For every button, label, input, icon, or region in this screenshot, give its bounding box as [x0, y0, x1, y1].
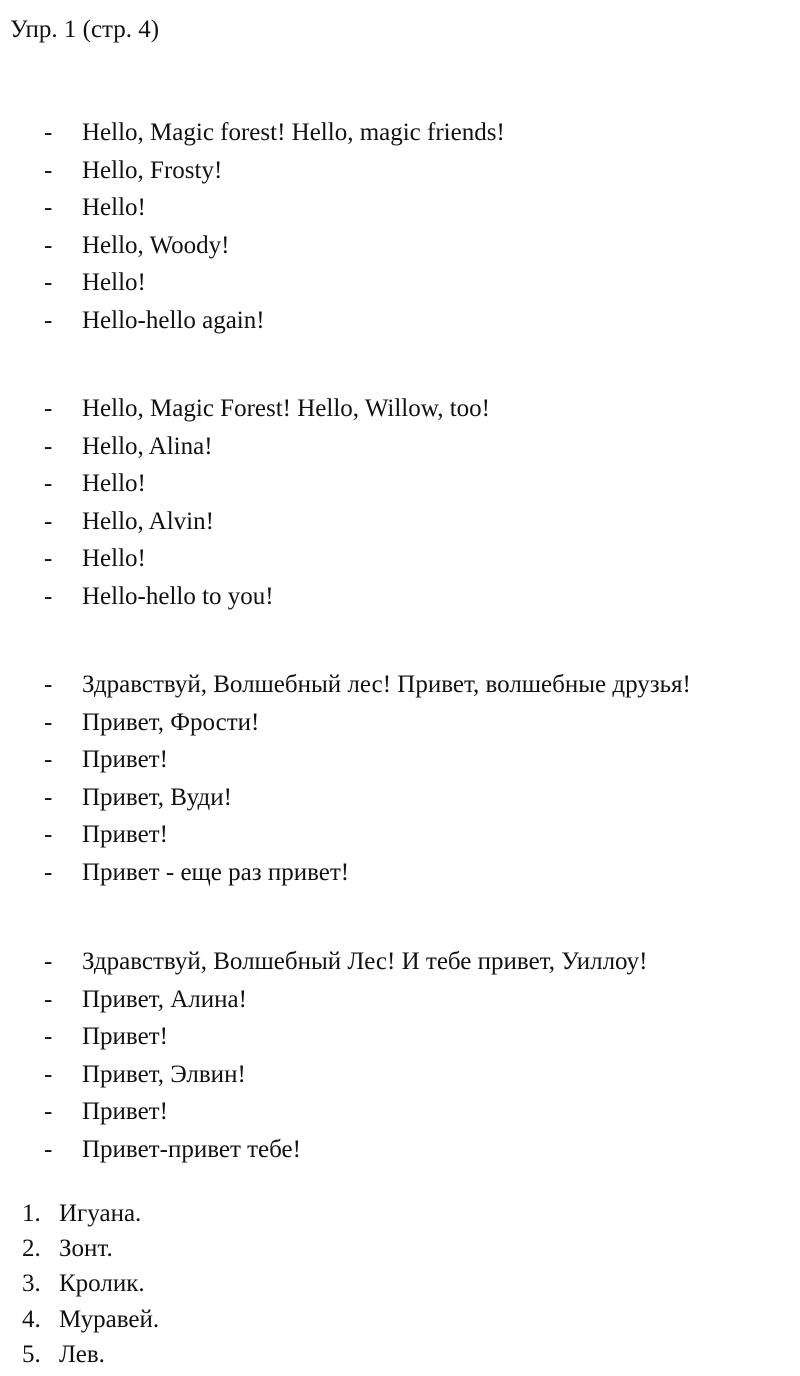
dash-marker: -	[44, 507, 53, 535]
dialog-line	[0, 666, 800, 704]
dialog-block-english-2	[0, 390, 800, 616]
dialog-line	[0, 1018, 800, 1056]
dialog-line-text: Привет, Элвин!	[82, 1060, 246, 1088]
dialog-line	[0, 503, 800, 541]
dash-marker: -	[44, 1060, 53, 1088]
dialog-line	[0, 390, 800, 428]
dialog-line-text: Hello, Magic forest! Hello, magic friends!	[82, 119, 505, 146]
answer-number: 2.	[22, 1235, 41, 1263]
dialog-line	[0, 540, 800, 578]
dialog-line	[0, 578, 800, 616]
answer-number: 3.	[22, 1270, 41, 1298]
dialog-line-text: Hello, Alvin!	[82, 507, 214, 535]
dash-marker: -	[44, 194, 53, 222]
answer-text: Кролик.	[59, 1270, 145, 1298]
dash-marker: -	[44, 1098, 53, 1126]
dialog-line	[0, 264, 800, 302]
dash-marker: -	[44, 231, 53, 259]
dialog-line	[0, 741, 800, 779]
dialog-line-text: Hello!	[82, 545, 146, 573]
dash-marker: -	[44, 395, 53, 422]
dialog-line-text: Привет-привет тебе!	[82, 1135, 301, 1163]
dialog-line-text: Hello!	[82, 269, 146, 297]
dialog-line-text: Здравствуй, Волшебный Лес! И тебе привет, Уиллоу!	[82, 948, 648, 975]
dialog-line-text: Hello!	[82, 470, 146, 498]
dialog-line-text: Здравствуй, Волшебный лес! Привет, волшебные друзья!	[82, 671, 691, 698]
dialog-line-text: Hello, Magic Forest! Hello, Willow, too!	[82, 395, 490, 422]
dash-marker: -	[44, 746, 53, 774]
dialog-line	[0, 704, 800, 742]
answer-text: Муравей.	[59, 1305, 160, 1333]
dialog-line	[0, 227, 800, 265]
dialog-line	[0, 189, 800, 227]
dialog-line-text: Hello, Woody!	[82, 231, 230, 259]
dialog-line-text: Привет!	[82, 1023, 168, 1051]
answer-text: Зонт.	[59, 1235, 113, 1263]
dialog-line	[0, 114, 800, 152]
dash-marker: -	[44, 470, 53, 498]
dash-marker: -	[44, 708, 53, 736]
answer-item	[0, 1302, 800, 1337]
dash-marker: -	[44, 821, 53, 849]
dialog-line-text: Hello-hello to you!	[82, 582, 274, 610]
page-title: Упр. 1 (стр. 4)	[10, 16, 160, 43]
dialog-line-text: Hello!	[82, 194, 146, 222]
dialog-line-text: Hello, Frosty!	[82, 156, 223, 184]
answer-text: Игуана.	[59, 1200, 142, 1227]
answer-item	[0, 1266, 800, 1301]
dialog-line	[0, 854, 800, 892]
dialog-line-text: Привет!	[82, 1098, 168, 1126]
dialog-line-text: Привет, Вуди!	[82, 783, 232, 811]
dash-marker: -	[44, 985, 53, 1013]
dialog-block-russian-1	[0, 666, 800, 892]
dialog-block-english-1	[0, 114, 800, 340]
dialog-line	[0, 152, 800, 190]
dialog-line	[0, 302, 800, 340]
dialog-line	[0, 943, 800, 981]
dialog-line-text: Hello, Alina!	[82, 432, 213, 460]
dialog-line-text: Привет, Алина!	[82, 985, 247, 1013]
dialog-line	[0, 816, 800, 854]
dialog-line-text: Hello-hello again!	[82, 306, 265, 334]
dialog-block-russian-2	[0, 943, 800, 1169]
dash-marker: -	[44, 432, 53, 460]
dash-marker: -	[44, 269, 53, 297]
answer-number: 5.	[22, 1340, 41, 1368]
dialog-line	[0, 779, 800, 817]
dialog-line	[0, 465, 800, 503]
dash-marker: -	[44, 306, 53, 334]
answer-item	[0, 1337, 800, 1372]
dash-marker: -	[44, 156, 53, 184]
dash-marker: -	[44, 582, 53, 610]
dash-marker: -	[44, 858, 53, 886]
dash-marker: -	[44, 783, 53, 811]
dash-marker: -	[44, 545, 53, 573]
dialog-line-text: Привет!	[82, 746, 168, 774]
dialog-line	[0, 981, 800, 1019]
dialog-line-text: Привет - еще раз привет!	[82, 858, 350, 886]
answer-item	[0, 1231, 800, 1266]
answer-item	[0, 1196, 800, 1231]
dialog-line	[0, 1056, 800, 1094]
dash-marker: -	[44, 119, 53, 146]
dialog-line	[0, 1093, 800, 1131]
dialog-line	[0, 1131, 800, 1169]
answer-list	[0, 1196, 800, 1372]
answer-number: 4.	[22, 1305, 41, 1333]
answer-text: Лев.	[59, 1340, 105, 1368]
dialog-line-text: Привет!	[82, 821, 168, 849]
answer-number: 1.	[22, 1200, 41, 1227]
dash-marker: -	[44, 671, 53, 698]
dash-marker: -	[44, 948, 53, 975]
dash-marker: -	[44, 1023, 53, 1051]
dash-marker: -	[44, 1135, 53, 1163]
dialog-line	[0, 428, 800, 466]
dialog-line-text: Привет, Фрости!	[82, 708, 260, 736]
